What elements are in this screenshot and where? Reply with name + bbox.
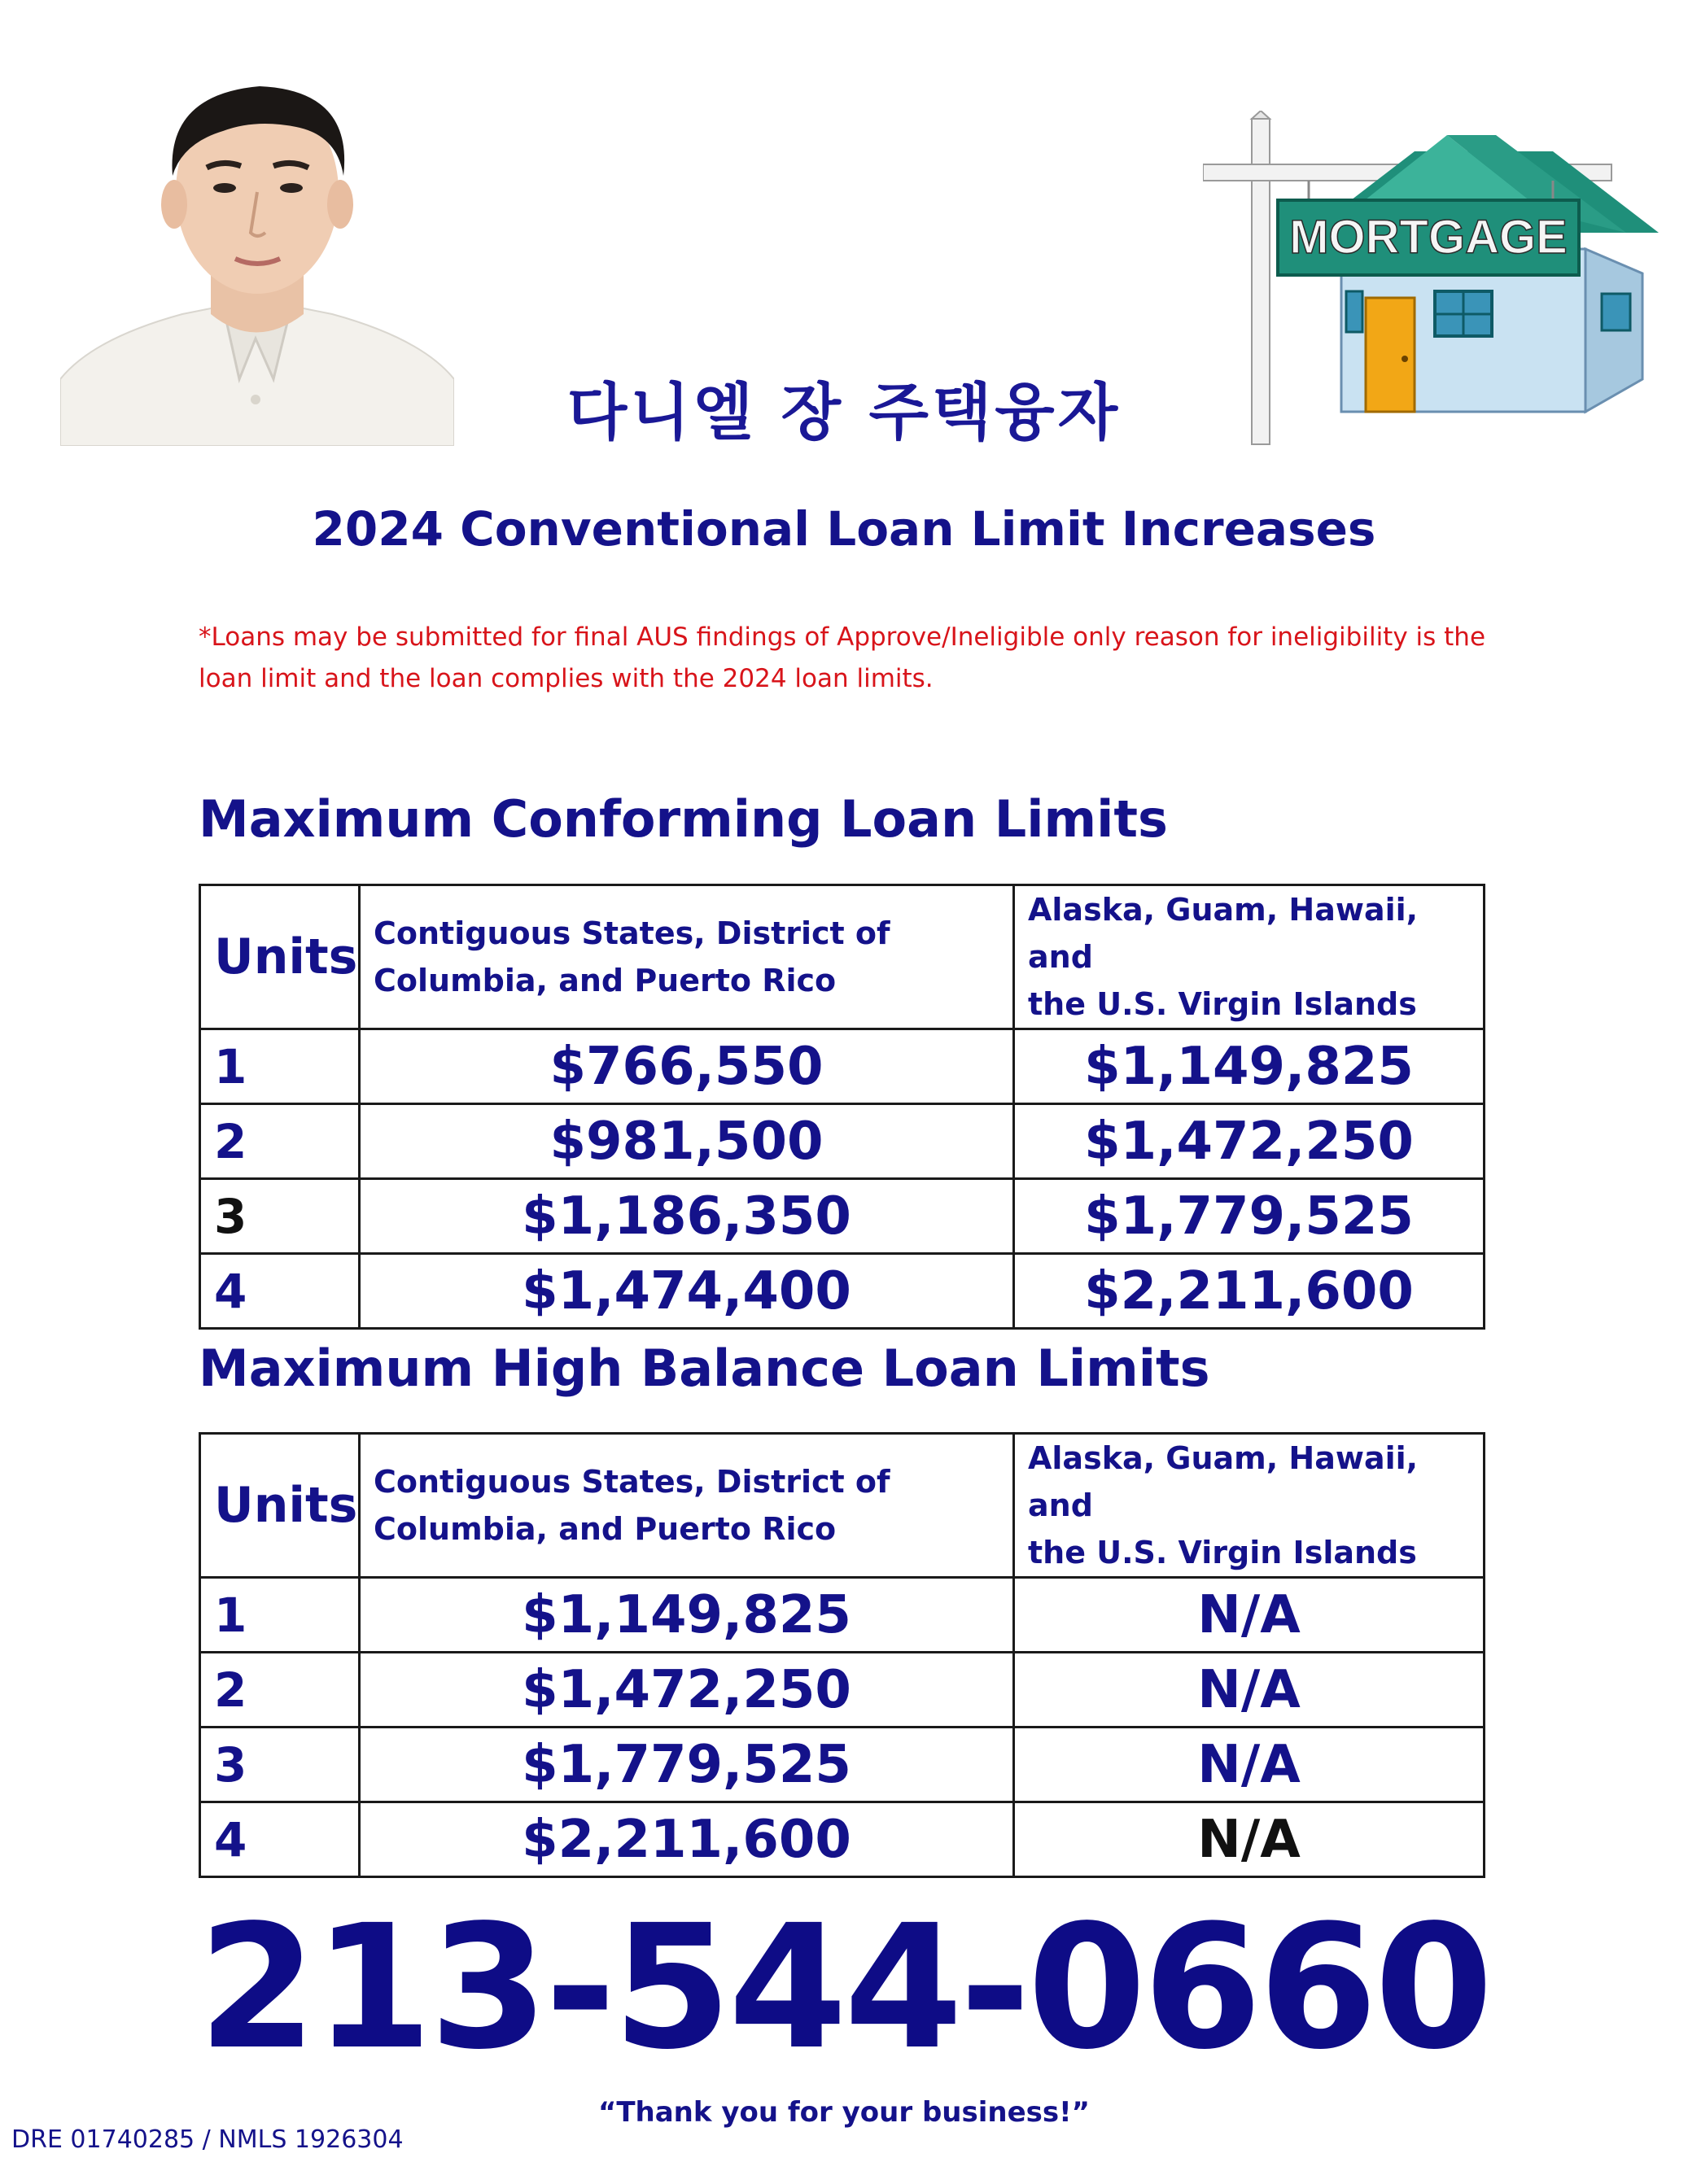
thank-you-note: “Thank you for your business!” xyxy=(597,2096,1090,2129)
table-row xyxy=(200,1179,1485,1254)
contiguous-column-header xyxy=(360,1434,1014,1578)
disclaimer xyxy=(199,617,1517,700)
units-cell: 3 xyxy=(200,1179,360,1254)
table-row xyxy=(200,1029,1485,1104)
alaska-limit-cell: N/A xyxy=(1014,1653,1485,1728)
conforming-limits-table xyxy=(199,884,1485,1330)
contiguous-limit-cell: $2,211,600 xyxy=(360,1802,1014,1877)
alaska-limit-cell: $2,211,600 xyxy=(1014,1254,1485,1329)
license-numbers: DRE 01740285 / NMLS 1926304 xyxy=(11,2125,404,2154)
disclaimer-line-2: loan limit and the loan complies with the 2024 loan limits. xyxy=(199,664,934,693)
alaska-column-header xyxy=(1014,885,1485,1029)
contiguous-limit-cell: $1,472,250 xyxy=(360,1653,1014,1728)
contiguous-limit-cell: $766,550 xyxy=(360,1029,1014,1104)
contiguous-header-line-2: Columbia, and Puerto Rico xyxy=(374,963,837,998)
units-cell: 4 xyxy=(200,1254,360,1329)
alaska-header-line-2: the U.S. Virgin Islands xyxy=(1028,986,1417,1022)
alaska-limit-cell: N/A xyxy=(1014,1728,1485,1802)
alaska-limit-cell: $1,472,250 xyxy=(1014,1104,1485,1179)
alaska-limit-cell: N/A xyxy=(1014,1802,1485,1877)
table-row xyxy=(200,1578,1485,1653)
phone-number: 213-544-0660 xyxy=(198,1888,1490,2087)
table-row xyxy=(200,1728,1485,1802)
alaska-header-line-1: Alaska, Guam, Hawaii, and xyxy=(1028,892,1419,975)
table-header-row xyxy=(200,1434,1485,1578)
contiguous-column-header xyxy=(360,885,1014,1029)
contiguous-header-line-2: Columbia, and Puerto Rico xyxy=(374,1511,837,1547)
units-cell: 2 xyxy=(200,1104,360,1179)
conforming-heading: Maximum Conforming Loan Limits xyxy=(199,789,1168,849)
high-balance-heading: Maximum High Balance Loan Limits xyxy=(199,1339,1210,1398)
table-row xyxy=(200,1104,1485,1179)
table-row xyxy=(200,1254,1485,1329)
units-cell: 1 xyxy=(200,1578,360,1653)
units-cell: 4 xyxy=(200,1802,360,1877)
contiguous-limit-cell: $1,474,400 xyxy=(360,1254,1014,1329)
table-row xyxy=(200,1802,1485,1877)
contiguous-header-line-1: Contiguous States, District of xyxy=(374,915,890,951)
contiguous-limit-cell: $1,779,525 xyxy=(360,1728,1014,1802)
units-cell: 1 xyxy=(200,1029,360,1104)
contiguous-limit-cell: $981,500 xyxy=(360,1104,1014,1179)
high-balance-limits-table xyxy=(199,1432,1485,1878)
sign-label: MORTGAGE xyxy=(1289,211,1568,264)
alaska-limit-cell: $1,779,525 xyxy=(1014,1179,1485,1254)
contiguous-limit-cell: $1,186,350 xyxy=(360,1179,1014,1254)
table-row xyxy=(200,1653,1485,1728)
units-cell: 3 xyxy=(200,1728,360,1802)
page-title: 2024 Conventional Loan Limit Increases xyxy=(312,501,1376,557)
units-column-header: Units xyxy=(200,1434,360,1578)
table-header-row xyxy=(200,885,1485,1029)
contiguous-header-line-1: Contiguous States, District of xyxy=(374,1464,890,1500)
contiguous-limit-cell: $1,149,825 xyxy=(360,1578,1014,1653)
alaska-limit-cell: $1,149,825 xyxy=(1014,1029,1485,1104)
agent-name-title: 다니엘 장 주택융자 xyxy=(566,376,1122,448)
alaska-column-header xyxy=(1014,1434,1485,1578)
alaska-header-line-1: Alaska, Guam, Hawaii, and xyxy=(1028,1440,1419,1523)
alaska-limit-cell: N/A xyxy=(1014,1578,1485,1653)
units-cell: 2 xyxy=(200,1653,360,1728)
alaska-header-line-2: the U.S. Virgin Islands xyxy=(1028,1535,1417,1570)
units-column-header: Units xyxy=(200,885,360,1029)
disclaimer-line-1: *Loans may be submitted for final AUS findings of Approve/Ineligible only reason for ineligibility is the xyxy=(199,622,1486,652)
